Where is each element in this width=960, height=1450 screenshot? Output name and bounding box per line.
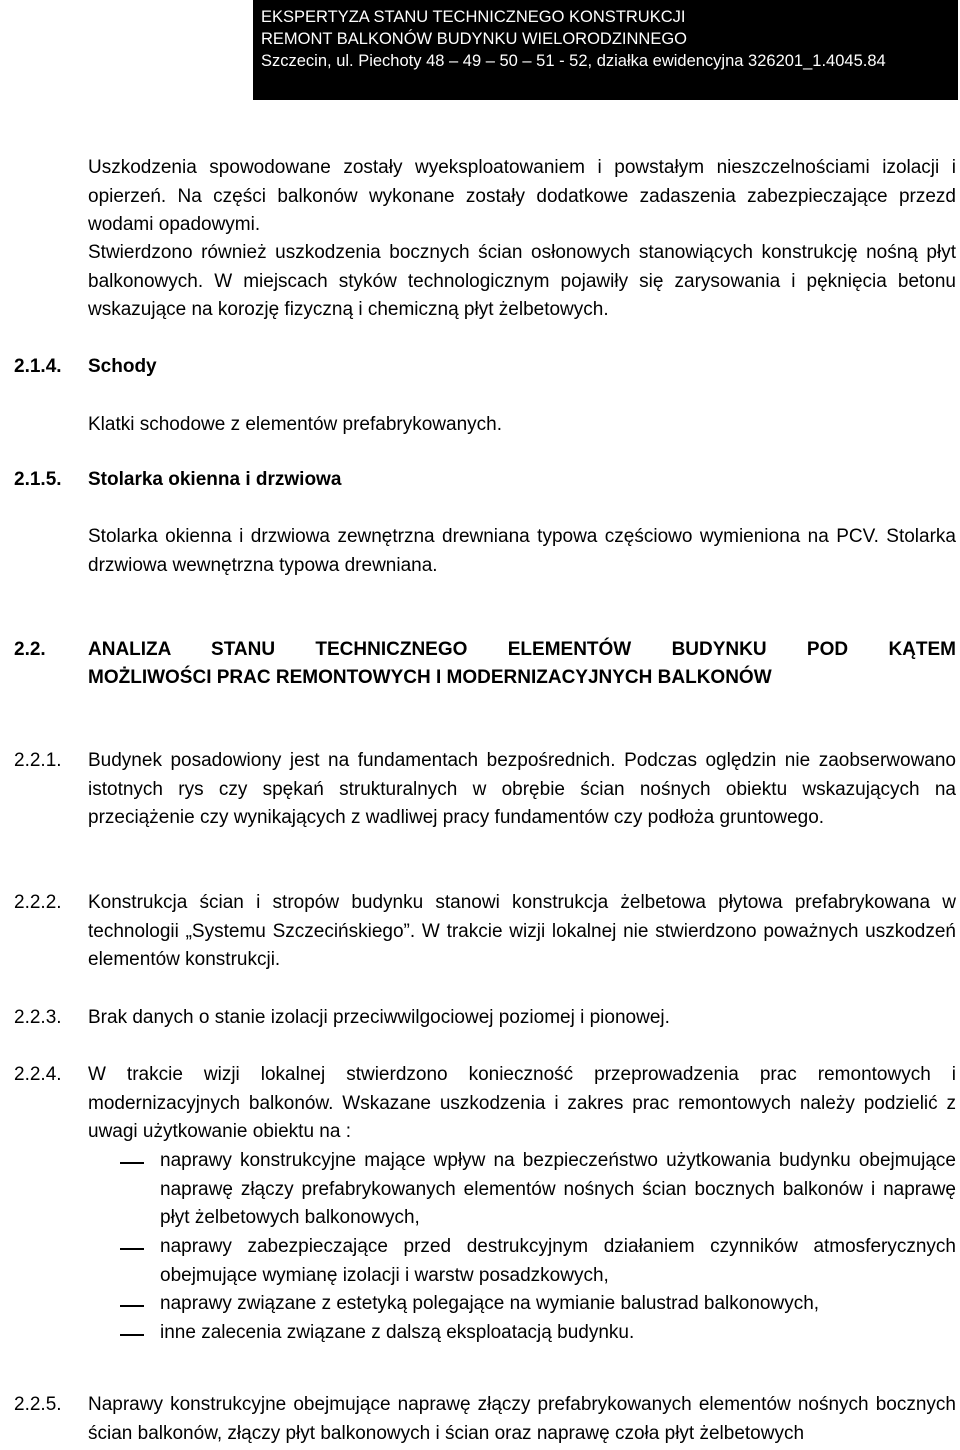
list-bullet-dash (120, 1248, 144, 1250)
list-item: inne zalecenia związane z dalszą eksploatacją budynku. (160, 1322, 635, 1343)
header-title-line1: EKSPERTYZA STANU TECHNICZNEGO KONSTRUKCJI (261, 8, 686, 26)
section-title-schody: Schody (88, 356, 157, 377)
section-number-2-2-2: 2.2.2. (14, 892, 62, 913)
section-number-2-2-5: 2.2.5. (14, 1394, 62, 1415)
section-number-2-1-4: 2.1.4. (14, 356, 62, 377)
section-number-2-2-4: 2.2.4. (14, 1064, 62, 1085)
document-header (253, 0, 958, 100)
header-title-line2: REMONT BALKONÓW BUDYNKU WIELORODZINNEGO (261, 30, 687, 48)
intro-paragraph: Uszkodzenia spowodowane zostały wyeksploatowaniem i powstałym nieszczelnościami izolacji i opierzeń. Na części balkonów wykonane zostały dodatkowe zadaszenia zabezpieczające przezd wodami opadowymi. (88, 157, 956, 235)
header-address: Szczecin, ul. Piechoty 48 – 49 – 50 – 51 - 52, działka ewidencyjna 326201_1.4045.84 (261, 52, 886, 70)
section-text-2-2-2: Konstrukcja ścian i stropów budynku stanowi konstrukcja żelbetowa płytowa prefabrykowana w technologii „Systemu Szczecińskiego”. W trakcie wizji lokalnej nie stwierdzono poważnych uszkodzeń elementów konstrukcji. (88, 892, 956, 970)
list-bullet-dash (120, 1305, 144, 1307)
list-item: naprawy zabezpieczające przed destrukcyjnym działaniem czynników atmosferycznych obejmujące wymianę izolacji i warstw posadzkowych, (160, 1236, 956, 1286)
section-title-analiza-line1: ANALIZA STANU TECHNICZNEGO ELEMENTÓW BUDYNKU POD KĄTEM (88, 639, 956, 660)
intro-paragraph-2: Stwierdzono również uszkodzenia bocznych ścian osłonowych stanowiących konstrukcję nośną płyt balkonowych. W miejscach styków technologicznym pojawiły się zarysowania i pęknięcia betonu wskazujące na korozję fizyczną i chemiczną płyt żelbetowych. (88, 242, 956, 320)
section-title-stolarka: Stolarka okienna i drzwiowa (88, 469, 342, 490)
section-text-2-2-5: Naprawy konstrukcyjne obejmujące naprawę złączy prefabrykowanych elementów nośnych bocznych ścian balkonów, złączy płyt balkonowych i ścian oraz naprawę czoła płyt żelbetowych (88, 1394, 956, 1444)
list-bullet-dash (120, 1162, 144, 1164)
section-number-2-2: 2.2. (14, 639, 46, 660)
section-number-2-2-3: 2.2.3. (14, 1007, 62, 1028)
section-text-2-2-3: Brak danych o stanie izolacji przeciwwilgociowej poziomej i pionowej. (88, 1007, 670, 1028)
section-text-schody: Klatki schodowe z elementów prefabrykowanych. (88, 414, 502, 435)
section-text-stolarka: Stolarka okienna i drzwiowa zewnętrzna drewniana typowa częściowo wymieniona na PCV. Stolarka drzwiowa wewnętrzna typowa drewniana. (88, 526, 956, 576)
section-text-2-2-4: W trakcie wizji lokalnej stwierdzono konieczność przeprowadzenia prac remontowych i modernizacyjnych balkonów. Wskazane uszkodzenia i zakres prac remontowych należy podzielić z uwagi użytkowanie obiektu na : (88, 1064, 956, 1142)
section-title-analiza-line2: MOŻLIWOŚCI PRAC REMONTOWYCH I MODERNIZACYJNYCH BALKONÓW (88, 667, 772, 688)
list-item: naprawy związane z estetyką polegające na wymianie balustrad balkonowych, (160, 1293, 820, 1314)
list-item: naprawy konstrukcyjne mające wpływ na bezpieczeństwo użytkowania budynku obejmujące naprawę złączy prefabrykowanych elementów nośnych ścian bocznych balkonów i naprawę płyt żelbetowych balkonowych, (160, 1150, 956, 1228)
section-text-2-2-1: Budynek posadowiony jest na fundamentach bezpośrednich. Podczas oględzin nie zaobserwowano istotnych rys czy spękań strukturalnych w obrębie ścian nośnych obiektu wskazujących na przeciążenie czy wynikających z wadliwej pracy fundamentów czy podłoża gruntowego. (88, 750, 956, 828)
section-number-2-1-5: 2.1.5. (14, 469, 62, 490)
list-bullet-dash (120, 1334, 144, 1336)
section-number-2-2-1: 2.2.1. (14, 750, 62, 771)
